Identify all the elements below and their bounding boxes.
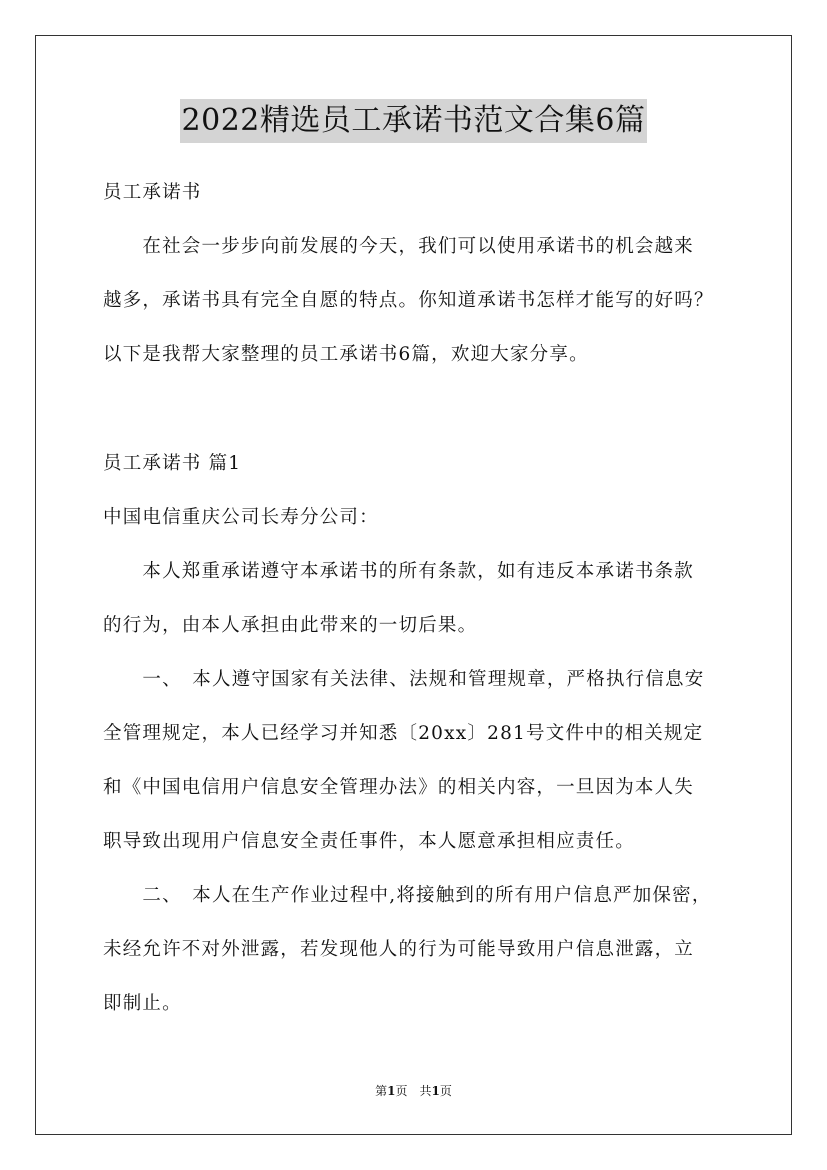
page-prefix: 第 — [375, 1084, 388, 1098]
body-paragraph-line: 的行为，由本人承担由此带来的一切后果。 — [103, 615, 478, 636]
clause-one-line: 职导致出现用户信息安全责任事件，本人愿意承担相应责任。 — [103, 831, 635, 852]
document-title: 2022精选员工承诺书范文合集6篇 — [180, 99, 648, 143]
clause-two-line: 未经允许不对外泄露，若发现他人的行为可能导致用户信息泄露，立 — [103, 939, 695, 960]
clause-one-line: 和《中国电信用户信息安全管理办法》的相关内容，一旦因为本人失 — [103, 777, 695, 798]
page-total-number: 1 — [431, 1084, 440, 1098]
intro-paragraph-line: 以下是我帮大家整理的员工承诺书6篇，欢迎大家分享。 — [103, 344, 589, 365]
body-paragraph-line: 本人郑重承诺遵守本承诺书的所有条款，如有违反本承诺书条款 — [103, 561, 695, 582]
page-suffix: 页 — [439, 1084, 452, 1098]
intro-paragraph-line: 在社会一步步向前发展的今天，我们可以使用承诺书的机会越来 — [103, 236, 695, 257]
section-heading-part-1: 员工承诺书 篇1 — [103, 453, 242, 474]
title-wrapper — [0, 99, 827, 143]
clause-two-line: 即制止。 — [103, 993, 182, 1014]
page-footer — [0, 1083, 827, 1099]
intro-paragraph-line: 越多，承诺书具有完全自愿的特点。你知道承诺书怎样才能写的好吗？ — [103, 290, 714, 311]
subheading-employee-commitment: 员工承诺书 — [103, 182, 202, 203]
clause-one-line: 一、 本人遵守国家有关法律、法规和管理规章，严格执行信息安 — [103, 669, 705, 690]
page-current-number: 1 — [387, 1084, 396, 1098]
page-mid: 页 共 — [395, 1084, 432, 1098]
clause-two-line: 二、 本人在生产作业过程中,将接触到的所有用户信息严加保密， — [103, 885, 712, 906]
addressee-line: 中国电信重庆公司长寿分公司： — [103, 507, 379, 528]
clause-one-line: 全管理规定，本人已经学习并知悉〔20xx〕281号文件中的相关规定 — [103, 723, 704, 744]
